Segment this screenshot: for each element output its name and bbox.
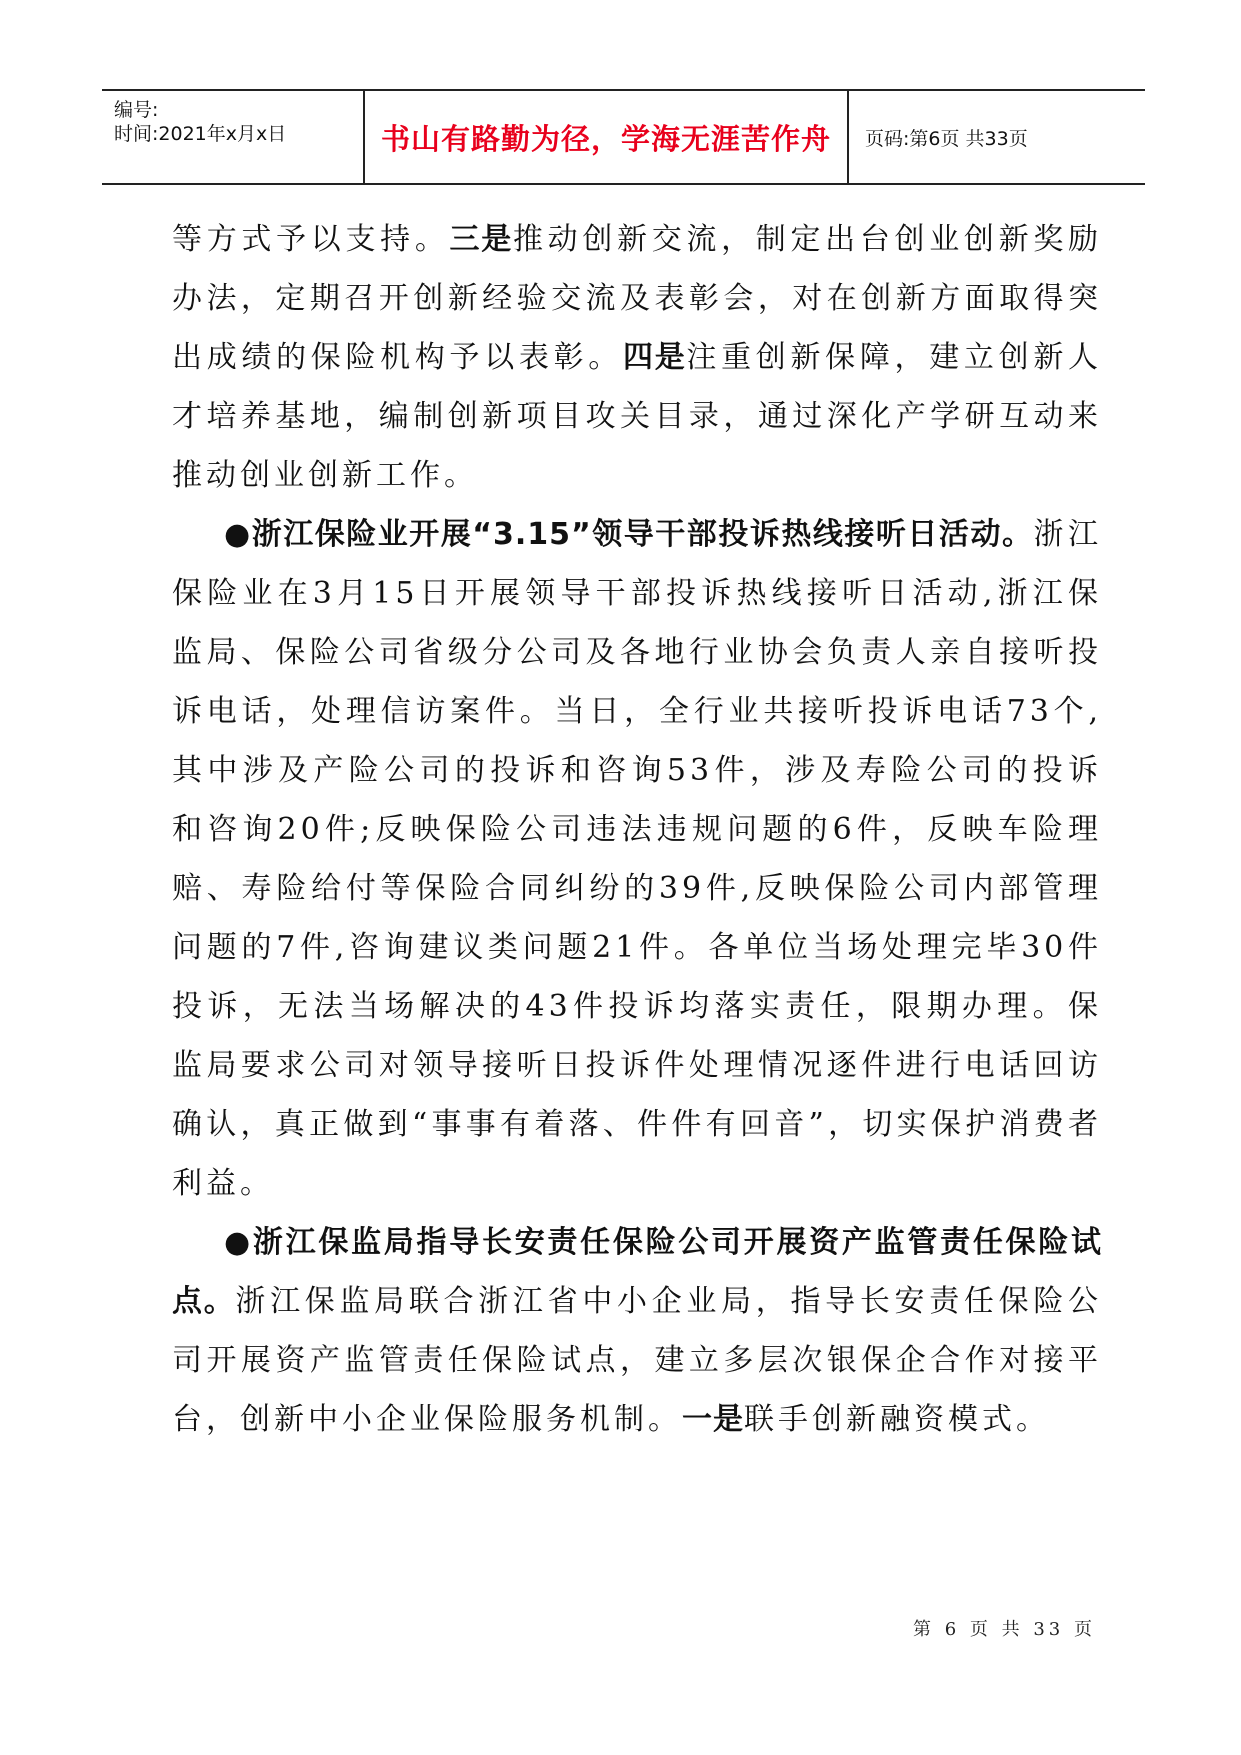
- bold-keyword: 三是: [449, 222, 513, 257]
- section-heading: ●浙江保监局指导长安责任保险公司开展资产监管责任保险试点。: [172, 1225, 1102, 1319]
- document-number-label: 编号:: [114, 99, 159, 121]
- document-body: [172, 210, 1102, 1449]
- text-run: 联手创新融资模式。: [744, 1402, 1050, 1437]
- text-run: 注重创新保障，建立创新人才培养基地，编制创新项目攻关目录，通过深化产学研互动来推动创业创新工作。: [172, 340, 1103, 493]
- header-motto-cell: [365, 91, 849, 183]
- section-heading: ●浙江保险业开展“3.15”领导干部投诉热线接听日活动。: [224, 517, 1034, 552]
- document-time-label: 时间:2021年x月x日: [114, 123, 287, 145]
- header-meta: [102, 91, 365, 183]
- paragraph-innovation: [172, 210, 1102, 505]
- page-header: [102, 89, 1145, 185]
- paragraph-asset-insurance: [172, 1213, 1102, 1449]
- header-motto: 书山有路勤为径，学海无涯苦作舟: [380, 121, 831, 156]
- page-footer: 第 6 页 共 33 页: [913, 1619, 1096, 1640]
- text-run: 浙江保监局联合浙江省中小企业局，指导长安责任保险公司开展资产监管责任保险试点，建立多层次银保企合作对接平台，创新中小企业保险服务机制。: [172, 1284, 1103, 1437]
- text-run: 推动创新交流，制定出台创业创新奖励办法，定期召开创新经验交流及表彰会，对在创新方面取得突出成绩的保险机构予以表彰。: [172, 222, 1103, 375]
- text-run: 等方式予以支持。: [172, 222, 450, 257]
- bold-keyword: 四是: [623, 340, 687, 375]
- paragraph-complaint-hotline: [172, 505, 1102, 1213]
- header-page-info: 页码:第6页 共33页: [865, 127, 1028, 150]
- text-run: 浙江保险业在3月15日开展领导干部投诉热线接听日活动,浙江保监局、保险公司省级分公司及各地行业协会负责人亲自接听投诉电话，处理信访案件。当日，全行业共接听投诉电话73个,其中涉及产险公司的投诉和咨询53件，涉及寿险公司的投诉和咨询20件;反映保险公司违法违规问题的6件，反映车险理赔、寿险给付等保险合同纠纷的39件,反映保险公司内部管理问题的7件,咨询建议类问题21件。各单位当场处理完毕30件投诉，无法当场解决的43件投诉均落实责任，限期办理。保监局要求公司对领导接听日投诉件处理情况逐件进行电话回访确认，真正做到“事事有着落、件件有回音”，切实保护消费者利益。: [172, 517, 1102, 1201]
- bold-keyword: 一是: [682, 1402, 744, 1437]
